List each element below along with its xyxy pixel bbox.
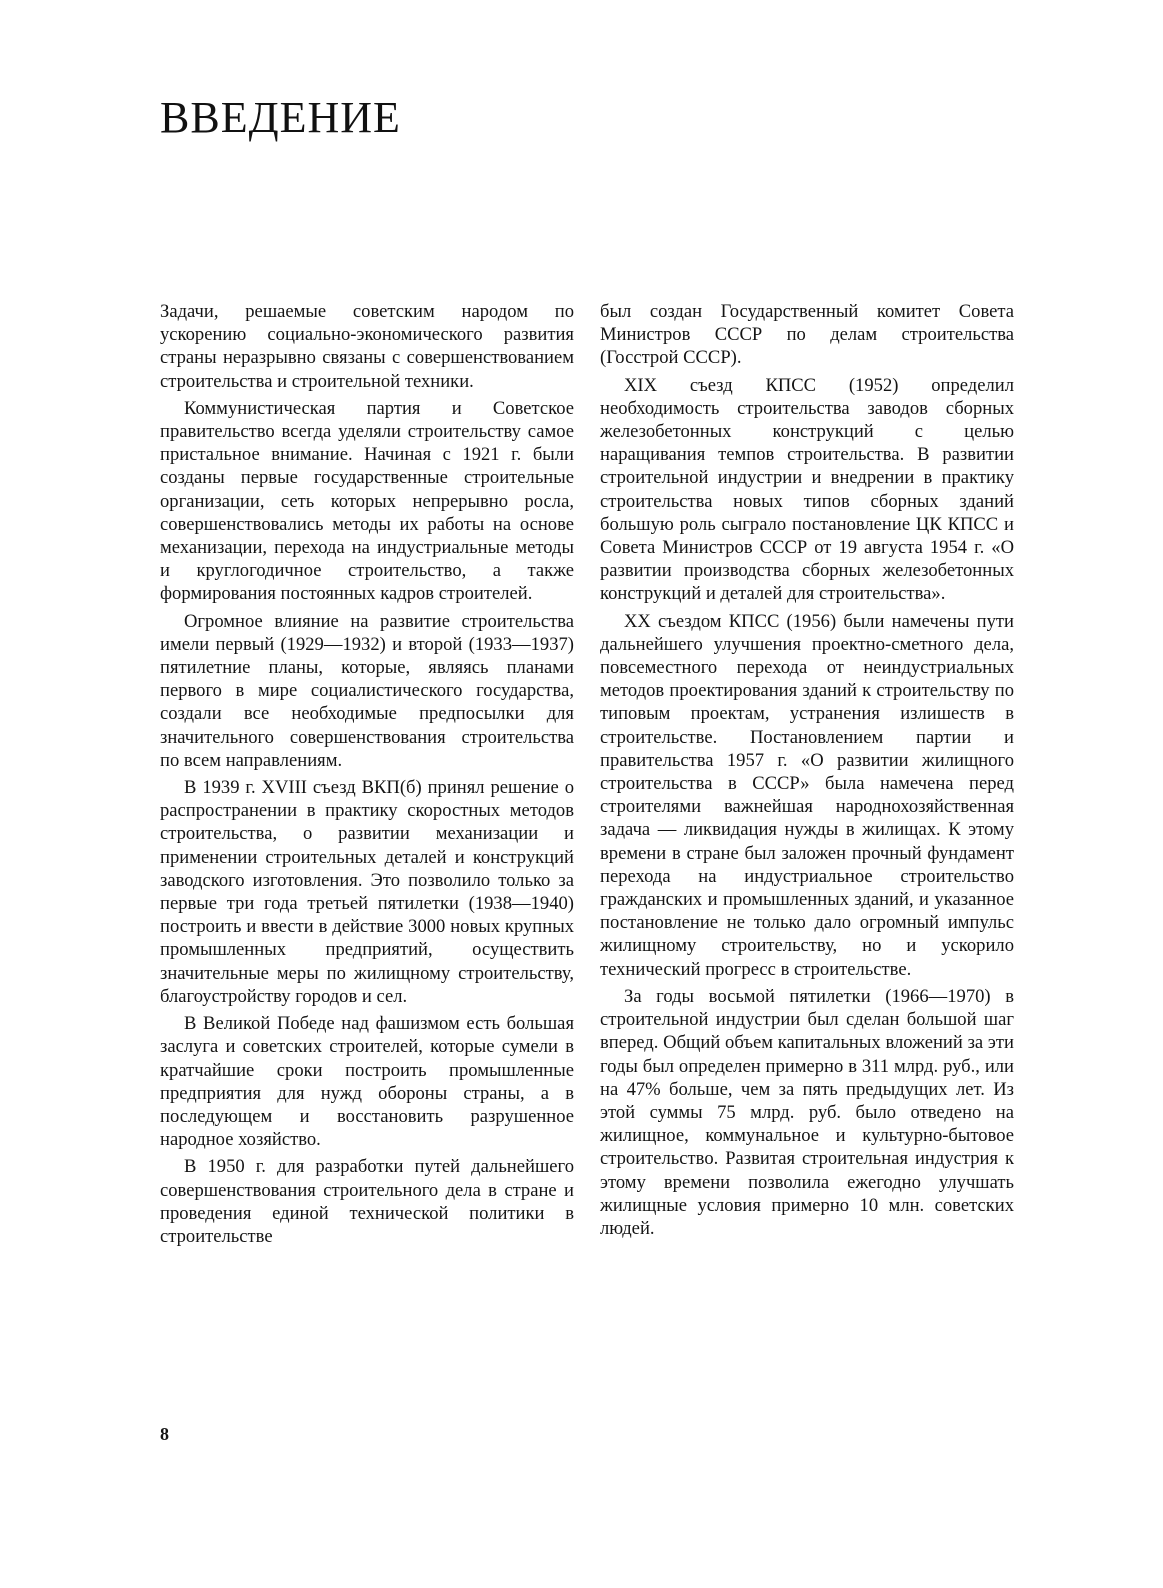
- text-column-right: [600, 300, 1014, 1244]
- paragraph: XIX съезд КПСС (1952) определил необходимость строительства заводов сборных железобетонных конструкций с целью наращивания темпов строительства. В развитии строительной индустрии и внедрении в практику строительства новых типов сборных зданий большую роль сыграло постановление ЦК КПСС и Совета Министров СССР от 19 августа 1954 г. «О развитии производства сборных железобетонных конструкций и деталей для строительства».: [600, 374, 1014, 605]
- paragraph: Огромное влияние на развитие строительства имели первый (1929—1932) и второй (1933—1937) пятилетние планы, которые, являясь планами первого в мире социалистического государства, создали все необходимые предпосылки для значительного совершенствования строительства по всем направлениям.: [160, 610, 574, 771]
- paragraph: XX съездом КПСС (1956) были намечены пути дальнейшего улучшения проектно-сметного дела, повсеместного перехода от неиндустриальных методов проектирования зданий к строительству по типовым проектам, устранения излишеств в строительстве. Постановлением партии и правительства 1957 г. «О развитии жилищного строительства в СССР» была намечена перед строителями важнейшая народнохозяйственная задача — ликвидация нужды в жилищах. К этому времени в стране был заложен прочный фундамент перехода на индустриальное строительство гражданских и промышленных зданий, и указанное постановление не только дало огромный импульс жилищному строительству, но и ускорило технический прогресс в строительстве.: [600, 610, 1014, 980]
- paragraph: Задачи, решаемые советским народом по ускорению социально-экономического развития страны неразрывно связаны с совершенствованием строительства и строительной техники.: [160, 301, 574, 392]
- paragraph: В Великой Победе над фашизмом есть большая заслуга и советских строителей, которые сумели в кратчайшие сроки построить промышленные предприятия для нужд обороны страны, а в последующем и восстановить разрушенное народное хозяйство.: [160, 1013, 574, 1151]
- paragraph: За годы восьмой пятилетки (1966—1970) в строительной индустрии был сделан большой шаг вперед. Общий объем капитальных вложений за эти годы был определен примерно в 311 млрд. руб., или на 47% больше, чем за пять предыдущих лет. Из этой суммы 75 млрд. руб. было отведено на жилищное, коммунальное и культурно-бытовое строительство. Развитая строительная индустрия к этому времени позволила ежегодно улучшать жилищные условия примерно 10 млн. советских людей.: [600, 985, 1014, 1239]
- page-number: 8: [160, 1424, 169, 1444]
- paragraph: В 1939 г. XVIII съезд ВКП(б) принял решение о распространении в практику скоростных методов строительства, о развитии механизации и применении строительных деталей и конструкций заводского изготовления. Это позволило только за первые три года третьей пятилетки (1938—1940) построить и ввести в действие 3000 новых крупных промышленных предприятий, осуществить значительные меры по жилищному строительству, благоустройству городов и сел.: [160, 777, 574, 1007]
- page-title: ВВЕДЕНИЕ: [160, 93, 401, 142]
- paragraph: Коммунистическая партия и Советское правительство всегда уделяли строительству самое пристальное внимание. Начиная с 1921 г. были созданы первые государственные строительные организации, сеть которых непрерывно росла, совершенствовались методы их работы на основе механизации, перехода на индустриальные методы и круглогодичное строительство, а также формирования постоянных кадров строителей.: [160, 397, 574, 605]
- paragraph: В 1950 г. для разработки путей дальнейшего совершенствования строительного дела в стране и проведения единой технической политики в строительстве: [160, 1156, 574, 1247]
- paragraph: был создан Государственный комитет Совета Министров СССР по делам строительства (Госстрой СССР).: [600, 301, 1014, 369]
- text-column-left: [160, 300, 574, 1252]
